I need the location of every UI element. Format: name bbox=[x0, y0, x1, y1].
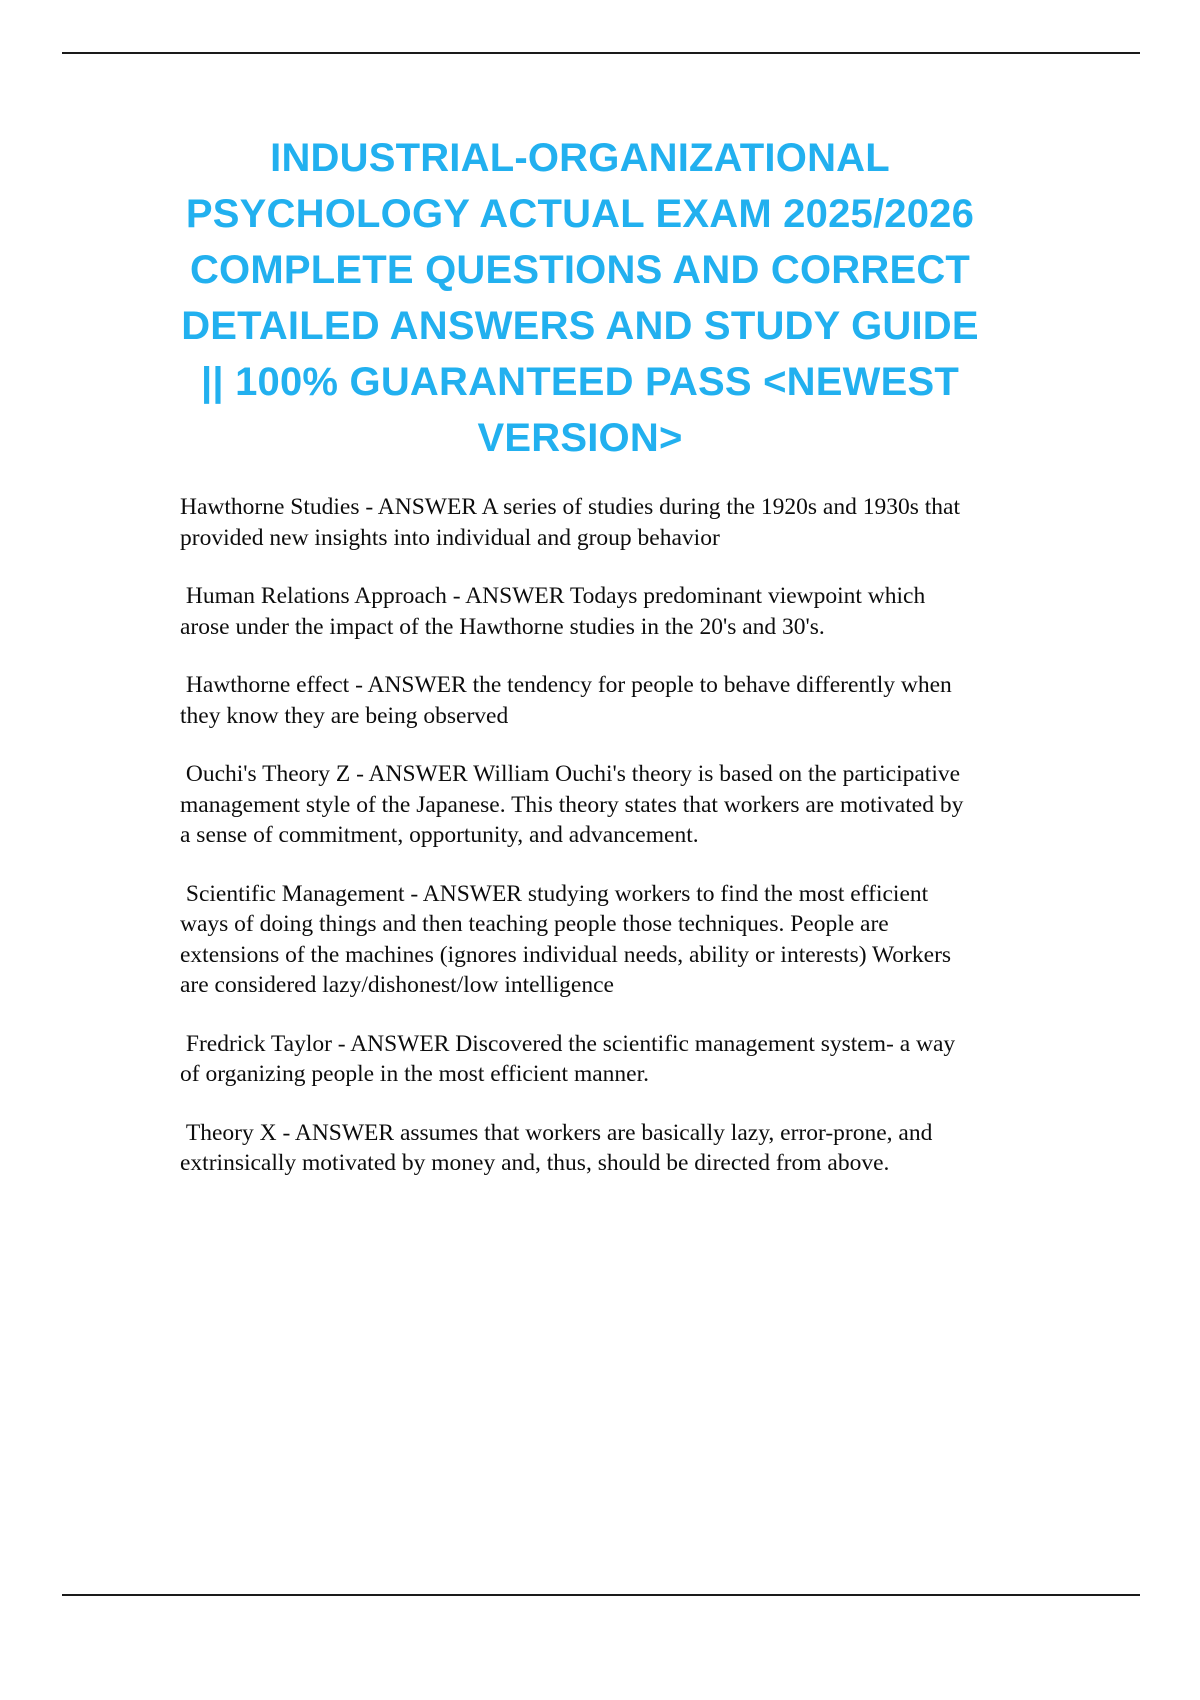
document-body bbox=[180, 492, 970, 1179]
qa-entry: Fredrick Taylor - ANSWER Discovered the scientific management system- a way of organizing people in the most efficient manner. bbox=[180, 1030, 962, 1087]
page-title: INDUSTRIAL-ORGANIZATIONAL PSYCHOLOGY ACTUAL EXAM 2025/2026 COMPLETE QUESTIONS AND CORRECT DETAILED ANSWERS AND STUDY GUIDE || 100% GUARANTEED PASS <NEWEST VERSION> bbox=[181, 136, 979, 460]
page-top-divider bbox=[62, 52, 1140, 54]
qa-entry: Human Relations Approach - ANSWER Todays predominant viewpoint which arose under the impact of the Hawthorne studies in the 20's and 30's. bbox=[180, 583, 932, 640]
qa-entry: Hawthorne effect - ANSWER the tendency for people to behave differently when they know they are being observed bbox=[180, 672, 958, 729]
qa-entry: Ouchi's Theory Z - ANSWER William Ouchi's theory is based on the participative management style of the Japanese. This theory states that workers are motivated by a sense of commitment, opportunity, and advancement. bbox=[180, 761, 970, 848]
document-content bbox=[180, 130, 980, 1207]
page-bottom-divider bbox=[62, 1594, 1140, 1596]
qa-entry: Scientific Management - ANSWER studying workers to find the most efficient ways of doing things and then teaching people those techniques. People are extensions of the machines (ignores individual needs, ability or interests) Workers are considered lazy/dishonest/low intelligence bbox=[180, 880, 957, 998]
qa-entry: Theory X - ANSWER assumes that workers are basically lazy, error-prone, and extrinsically motivated by money and, thus, should be directed from above. bbox=[180, 1119, 939, 1176]
qa-entry: Hawthorne Studies - ANSWER A series of studies during the 1920s and 1930s that provided new insights into individual and group behavior bbox=[180, 494, 966, 551]
